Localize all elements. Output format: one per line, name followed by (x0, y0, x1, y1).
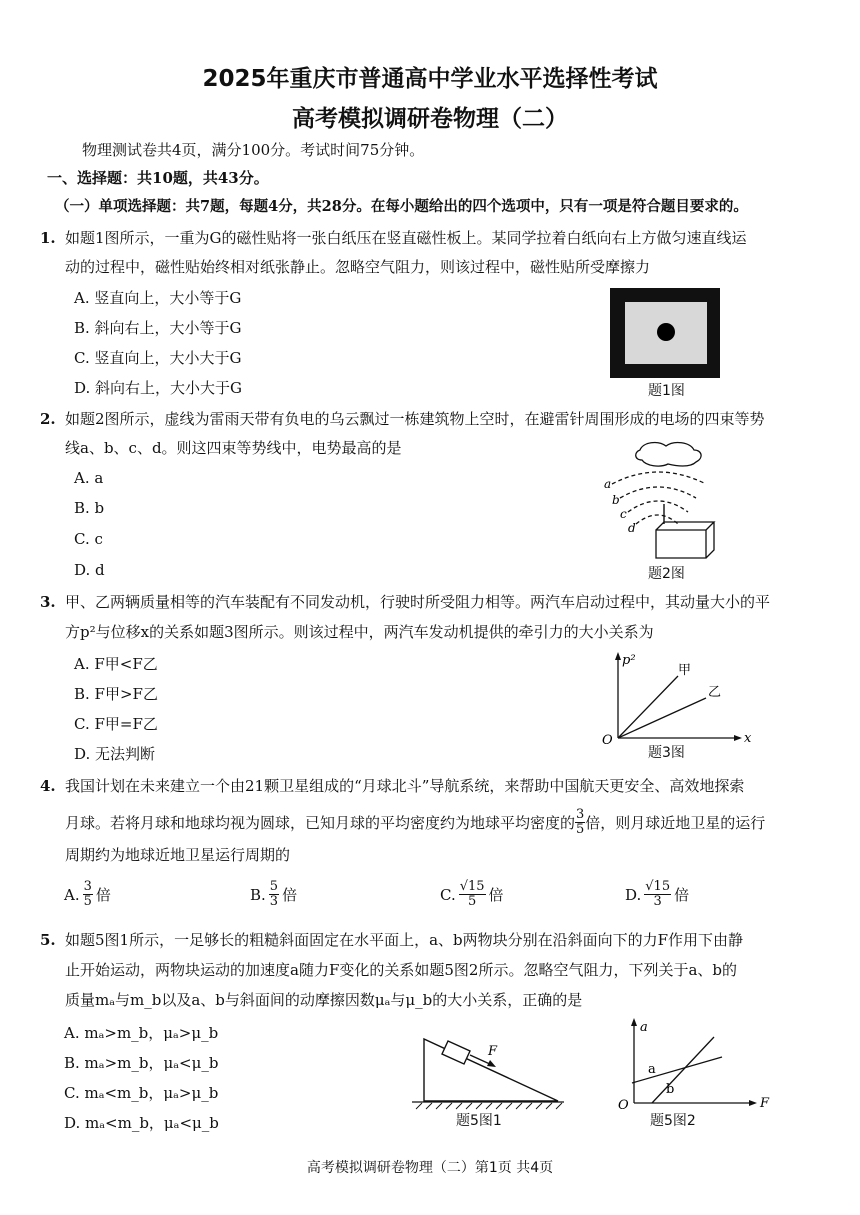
fraction-numerator: 3 (576, 807, 585, 822)
x-axis-arrow (734, 735, 742, 741)
option-label: D. (625, 885, 642, 904)
figure-1-magnetic-board (610, 288, 720, 378)
option-a: A. a (74, 469, 104, 487)
option-fraction (83, 880, 93, 909)
option-b: B. F甲>F乙 (74, 685, 158, 703)
question-5-text-line2: 止开始运动，两物块运动的加速度a随力F变化的关系如题5图2所示。忽略空气阻力，下列关于a、b的 (65, 961, 737, 979)
fraction-numerator: √15 (645, 879, 671, 894)
option-d (625, 880, 689, 909)
fraction-denominator: 5 (467, 894, 477, 909)
figure-2-caption: 题2图 (648, 566, 685, 582)
fraction-denominator: 5 (576, 822, 585, 837)
equipotential-line-a (612, 472, 706, 484)
question-number: 2. (40, 410, 56, 428)
option-label: A. (64, 885, 80, 904)
option-d: D. 斜向右上，大小大于G (74, 379, 243, 397)
question-1-text-line1: 如题1图所示，一重为G的磁性贴将一张白纸压在竖直磁性板上。某同学拉着白纸向右上方做匀速直线运 (65, 229, 747, 247)
option-a (64, 880, 111, 909)
question-number: 5. (40, 931, 56, 949)
question-number: 1. (40, 229, 56, 247)
option-c: C. c (74, 530, 103, 548)
fraction-denominator: 3 (653, 894, 662, 909)
line-a (632, 1057, 722, 1083)
option-b (250, 880, 297, 909)
option-label: C. (440, 885, 456, 904)
question-5-text-line3: 质量mₐ与m_b以及a、b与斜面间的动摩擦因数μₐ与μ_b的大小关系，正确的是 (65, 991, 583, 1009)
section-heading: 一、选择题：共10题，共43分。 (47, 169, 269, 187)
option-c (440, 880, 504, 909)
question-2-text-line1: 如题2图所示，虚线为雷雨天带有负电的乌云飘过一栋建筑物上空时，在避雷针周围形成的电场的四束等势 (65, 410, 765, 428)
option-suffix: 倍 (282, 886, 298, 904)
cloud (636, 443, 701, 467)
y-axis-arrow (615, 652, 621, 660)
question-3-text-line2: 方p²与位移x的关系如题3图所示。则该过程中，两汽车发动机提供的牵引力的大小关系为 (65, 623, 654, 641)
force-arrowhead (487, 1060, 496, 1067)
label-b: b (612, 493, 620, 507)
force-label: F (488, 1044, 498, 1059)
section-subheading: （一）单项选择题：共7题，每题4分，共28分。在每小题给出的四个选项中，只有一项是符合题目要求的。 (55, 198, 748, 215)
label-a: a (648, 1062, 656, 1077)
question-4-text-line1: 我国计划在未来建立一个由21颗卫星组成的“月球北斗”导航系统，来帮助中国航天更安全、高效地探索 (65, 777, 745, 795)
density-ratio-fraction (575, 808, 585, 837)
x-axis-label: F (760, 1096, 770, 1111)
fraction-numerator: √15 (459, 879, 485, 894)
label-yi: 乙 (708, 685, 722, 700)
option-a: A. F甲<F乙 (74, 655, 158, 673)
origin-label: O (618, 1098, 629, 1113)
exam-title-line2: 高考模拟调研卷物理（二） (292, 106, 568, 132)
question-5-text-line1: 如题5图1所示，一足够长的粗糙斜面固定在水平面上，a、b两物块分别在沿斜面向下的力F作用下由静 (65, 931, 744, 949)
question-4-text-line2-start: 月球。若将月球和地球均视为圆球，已知月球的平均密度约为地球平均密度的 (65, 813, 576, 832)
x-axis-arrow (749, 1100, 757, 1106)
question-number: 3. (40, 593, 56, 611)
option-fraction (459, 880, 486, 909)
magnet-dot (657, 323, 675, 341)
option-d: D. 无法判断 (74, 745, 156, 763)
figure-5-1-incline (408, 1025, 568, 1111)
fraction-numerator: 3 (83, 879, 92, 894)
page-footer: 高考模拟调研卷物理（二）第1页 共4页 (306, 1160, 554, 1176)
option-c: C. F甲=F乙 (74, 715, 158, 733)
y-axis-label: a (640, 1020, 648, 1035)
option-fraction (644, 880, 671, 909)
option-a: A. mₐ>m_b，μₐ>μ_b (64, 1024, 219, 1042)
figure-5-1-caption: 题5图1 (456, 1113, 502, 1129)
line-jia (618, 676, 678, 738)
option-suffix: 倍 (488, 886, 504, 904)
option-c: C. 竖直向上，大小大于G (74, 349, 242, 367)
figure-3-caption: 题3图 (648, 745, 685, 761)
label-jia: 甲 (678, 663, 692, 678)
block (442, 1041, 470, 1064)
equipotential-line-d (636, 515, 678, 524)
exam-intro: 物理测试卷共4页，满分100分。考试时间75分钟。 (82, 141, 425, 159)
line-b (652, 1037, 714, 1103)
building (656, 522, 714, 558)
y-axis-label: p² (622, 653, 636, 668)
option-b: B. b (74, 499, 105, 517)
label-c: c (620, 507, 627, 521)
label-b: b (666, 1082, 675, 1097)
question-4-text-line2 (65, 808, 765, 837)
figure-1-caption: 题1图 (648, 383, 685, 399)
question-1-text-line2: 动的过程中，磁性贴始终相对纸张静止。忽略空气阻力，则该过程中，磁性贴所受摩擦力 (65, 258, 651, 276)
option-label: B. (250, 885, 266, 904)
question-4-text-line3: 周期约为地球近地卫星运行周期的 (65, 846, 291, 864)
option-c: C. mₐ<m_b，μₐ>μ_b (64, 1084, 219, 1102)
option-d: D. mₐ<m_b，μₐ<μ_b (64, 1114, 219, 1132)
label-a: a (604, 477, 612, 491)
option-suffix: 倍 (674, 886, 690, 904)
option-fraction (269, 880, 279, 909)
origin-label: O (602, 733, 613, 746)
fraction-denominator: 3 (269, 894, 279, 909)
y-axis-arrow (631, 1018, 637, 1026)
option-d: D. d (74, 561, 105, 579)
equipotential-line-b (620, 487, 696, 498)
line-yi (618, 698, 706, 738)
figure-5-2-graph (612, 1015, 772, 1113)
ground-hatching (416, 1103, 562, 1109)
option-b: B. 斜向右上，大小等于G (74, 319, 242, 337)
figure-2-cloud-building (598, 438, 728, 563)
equipotential-line-c (628, 501, 688, 512)
question-2-text-line2: 线a、b、c、d。则这四束等势线中，电势最高的是 (65, 439, 402, 457)
fraction-denominator: 5 (83, 894, 92, 909)
exam-title-line1: 2025年重庆市普通高中学业水平选择性考试 (202, 66, 658, 92)
label-d: d (628, 521, 636, 535)
option-a: A. 竖直向上，大小等于G (74, 289, 242, 307)
x-axis-label: x (744, 731, 752, 746)
question-number: 4. (40, 777, 56, 795)
question-3-text-line1: 甲、乙两辆质量相等的汽车装配有不同发动机，行驶时所受阻力相等。两汽车启动过程中，其动量大小的平 (65, 593, 771, 611)
option-b: B. mₐ>m_b，μₐ<μ_b (64, 1054, 219, 1072)
question-4-text-line2-end: 倍，则月球近地卫星的运行 (585, 813, 766, 832)
figure-5-2-caption: 题5图2 (650, 1113, 696, 1129)
fraction-numerator: 5 (269, 879, 279, 894)
option-suffix: 倍 (95, 886, 111, 904)
figure-3-graph (594, 650, 754, 746)
